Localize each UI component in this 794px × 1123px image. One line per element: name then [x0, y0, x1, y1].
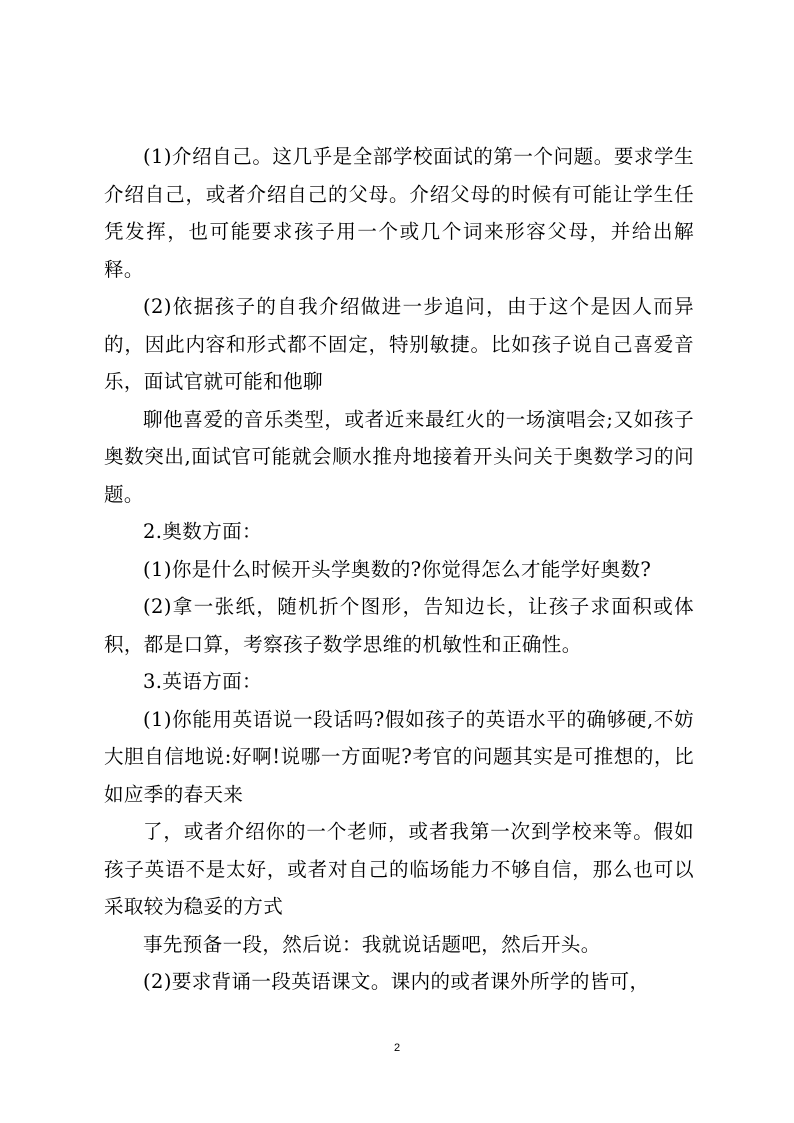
page-number: 2 [393, 1042, 401, 1054]
heading-math-olympiad: 2.奥数方面： [143, 520, 262, 543]
paragraph-prepare: 事先预备一段，然后说：我就说话题吧，然后开头。 [143, 932, 601, 956]
paragraph-olympiad-q1: (1)你是什么时候开头学奥数的?你觉得怎么才能学好奥数? [143, 557, 652, 581]
paragraph-english-q1: (1)你能用英语说一段话吗?假如孩子的英语水平的确够硬,不妨大胆自信地说:好啊!说哪一方面呢?考官的问题其实是可推想的，比如应季的春天来 [104, 707, 694, 806]
paragraph-music-olympiad: 聊他喜爱的音乐类型，或者近来最红火的一场演唱会;又如孩子奥数突出,面试官可能就会顺水推舟地接着开头问关于奥数学习的问题。 [104, 407, 694, 506]
paragraph-english-q2: (2)要求背诵一段英语课文。课内的或者课外所学的皆可， [143, 970, 650, 993]
body-text [104, 138, 694, 1001]
paragraph-self-intro: (1)介绍自己。这几乎是全部学校面试的第一个问题。要求学生介绍自己，或者介绍自己的父母。介绍父母的时候有可能让学生任凭发挥，也可能要求孩子用一个或几个词来形容父母，并给出解释。 [104, 145, 694, 281]
paragraph-olympiad-q2: (2)拿一张纸，随机折个图形，告知边长，让孩子求面积或体积，都是口算，考察孩子数学思维的机敏性和正确性。 [104, 595, 694, 656]
paragraph-follow-up: (2)依据孩子的自我介绍做进一步追问，由于这个是因人而异的，因此内容和形式都不固定，特别敏捷。比如孩子说自己喜爱音乐，面试官就可能和他聊 [104, 295, 694, 393]
heading-english: 3.英语方面： [143, 670, 262, 693]
paragraph-english-continued: 了，或者介绍你的一个老师，或者我第一次到学校来等。假如孩子英语不是太好，或者对自己的临场能力不够自信，那么也可以采取较为稳妥的方式 [104, 820, 694, 918]
